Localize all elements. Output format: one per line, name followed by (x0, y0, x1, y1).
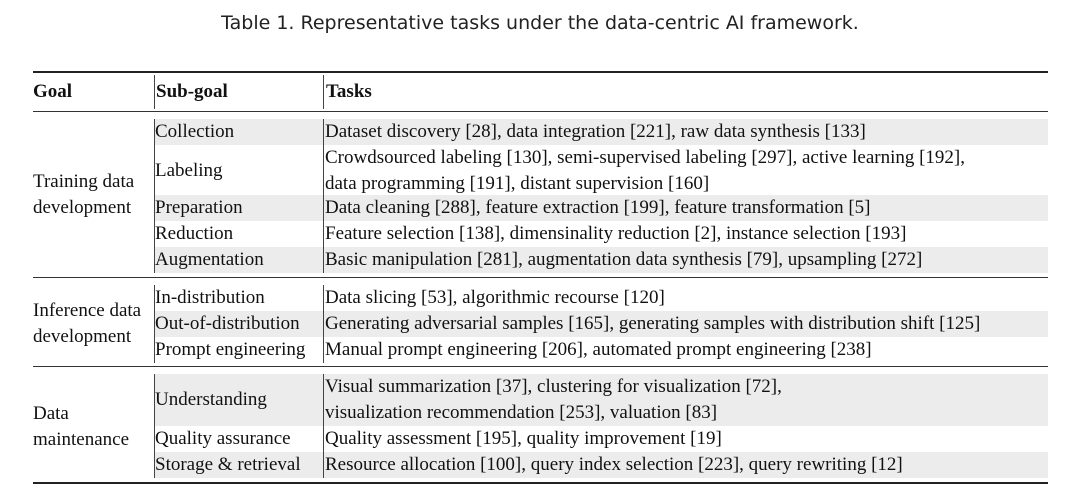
goal-line: maintenance (33, 429, 130, 450)
header-tasks: Tasks (326, 81, 372, 102)
task-cell: Feature selection [138], dimensinality reduction [2], instance selection [193] (325, 223, 907, 244)
goal-line: development (33, 197, 132, 218)
table-caption: Table 1. Representative tasks under the data-centric AI framework. (221, 12, 859, 34)
task-cell: Crowdsourced labeling [130], semi-supervised labeling [297], active learning [192], (325, 147, 966, 168)
subgoal-collection: Collection (155, 121, 235, 142)
header-goal: Goal (33, 81, 73, 102)
task-cell: Manual prompt engineering [206], automated prompt engineering [238] (325, 339, 872, 360)
subgoal-quality-assurance: Quality assurance (155, 428, 291, 449)
task-cell: Basic manipulation [281], augmentation data synthesis [79], upsampling [272] (325, 249, 923, 270)
bottom-rule (33, 482, 1048, 484)
subgoal-in-distribution: In-distribution (155, 287, 265, 308)
goal-line: Inference data (33, 300, 142, 321)
header-subgoal: Sub-goal (156, 81, 228, 102)
section-divider (323, 119, 324, 273)
header-rule (33, 111, 1048, 112)
subgoal-labeling: Labeling (155, 160, 223, 181)
task-cell: Resource allocation [100], query index selection [223], query rewriting [12] (325, 454, 903, 475)
task-cell: Visual summarization [37], clustering for visualization [72], (325, 376, 782, 397)
subgoal-understanding: Understanding (155, 389, 267, 410)
subgoal-augmentation: Augmentation (155, 249, 264, 270)
task-cell: Data slicing [53], algorithmic recourse [120] (325, 287, 665, 308)
section-divider (323, 374, 324, 478)
goal-line: Data (33, 403, 69, 424)
goal-inference (33, 298, 155, 350)
task-cell: Dataset discovery [28], data integration [221], raw data synthesis [133] (325, 121, 866, 142)
task-cell: Quality assessment [195], quality improvement [19] (325, 428, 722, 449)
task-cell: Data cleaning [288], feature extraction [199], feature transformation [5] (325, 197, 871, 218)
section-divider (323, 285, 324, 363)
subgoal-reduction: Reduction (155, 223, 234, 244)
goal-maintenance (33, 401, 153, 453)
task-cell: Generating adversarial samples [165], generating samples with distribution shift [125] (325, 313, 981, 334)
section-rule (33, 366, 1048, 367)
header-divider-1 (154, 75, 155, 109)
goal-line: Training data (33, 171, 135, 192)
section-rule (33, 277, 1048, 278)
subgoal-preparation: Preparation (155, 197, 243, 218)
header-divider-2 (323, 75, 324, 109)
top-rule (33, 71, 1048, 73)
goal-training (33, 169, 153, 221)
subgoal-storage-retrieval: Storage & retrieval (155, 454, 301, 475)
subgoal-prompt-engineering: Prompt engineering (155, 339, 306, 360)
task-cell: data programming [191], distant supervision [160] (325, 173, 710, 194)
task-cell: visualization recommendation [253], valuation [83] (325, 402, 718, 423)
goal-line: development (33, 326, 132, 347)
subgoal-out-of-distribution: Out-of-distribution (155, 313, 300, 334)
